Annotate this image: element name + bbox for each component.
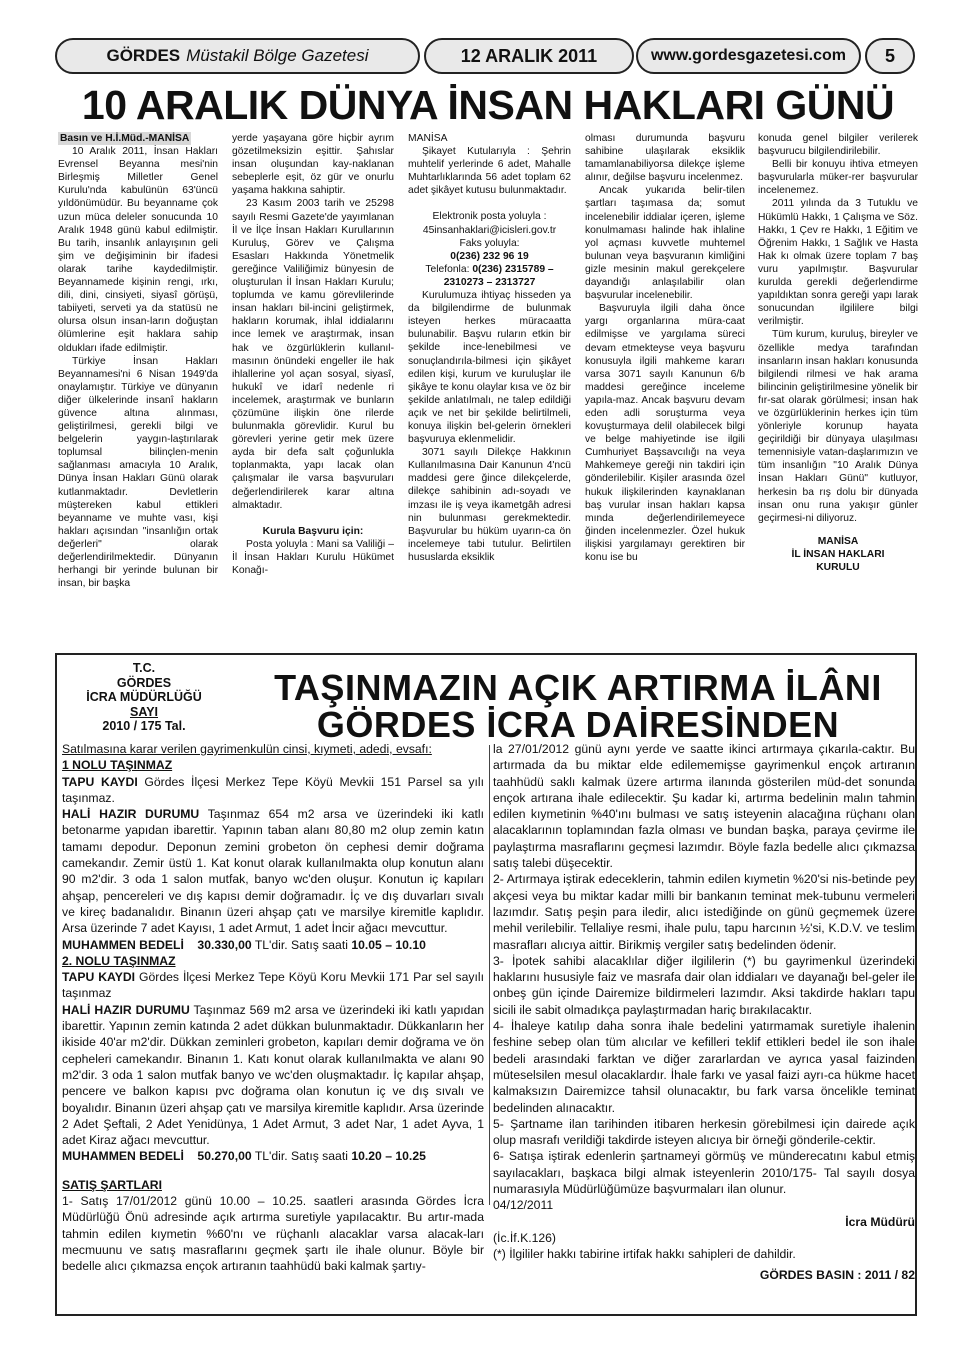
- signature-line: MANİSA: [817, 535, 859, 547]
- property-1-heading: 1 NOLU TAŞINMAZ: [62, 758, 173, 773]
- legal-reference: (İc.İf.K.126): [493, 1230, 556, 1245]
- sale-term-1: 1- Satış 17/01/2012 günü 10.00 – 10.25. saatleri arasında Gördes İcra Müdürlüğü Önü adresinde açık artırma suretiyle yapılacaktır. Bu artır-mada tahmin edilen kıymetin %60'nı ve rüçhanlı alacaklar varsa alacak-ları mecmuunu ve satış masraflarını geçmek şartı ile ihale olunur. Böyle bir bedelle alıcı çıkmazsa ençok artıranın taahhüdü baki kalmak şartıy-: [62, 1194, 484, 1274]
- article-column-5: [758, 132, 918, 654]
- property-2-value: 50.270,00: [197, 1149, 252, 1164]
- article-column-1: [58, 132, 218, 654]
- signature-line: İL İNSAN HAKLARI: [791, 548, 885, 560]
- article-paragraph: 10 Aralık 2011, İnsan Hakları Evrensel Beyanna mesi'nin Birleşmiş Milletler Genel Kurulu'nda kabulünün 63'üncü yıldönümüdür. Bu beyanname çok uzun müca deleler sonucunda 10 Aralık 1948 günü kabul edilmiştir. Bu tarih, insanlık anlayışının geli şim ve değişiminin bir ifadesi olarak tarihe kaydedilmiştir. Beyannamede kişinin rengi, ırkı, dili, dini, cinsiyeti, siyasî görüşü, tabiiyeti, serveti ya da statüsü ne olursa olsun insan-ların doğuştan ölümlerine eşit haklara sahip oldukları ifade edilmiştir.: [58, 146, 218, 354]
- article-byline: Basın ve H.İ.Müd.-MANİSA: [60, 133, 190, 144]
- label: HALİ HAZIR DURUMU: [62, 1002, 190, 1017]
- label: HALİ HAZIR DURUMU: [62, 807, 200, 822]
- property-1-sale-time: 10.05 – 10.10: [351, 937, 426, 952]
- sale-term-6: 6- Satışa iştirak edenlerin şartnameyi görmüş ve münderecatını kabul etmiş sayılacakları, başkaca bilgi almak isteyenlerin 2010/175- Tal sayılı dosya numarasıyla Müdürlüğümüze başvurmaları ilan olunur.: [493, 1149, 915, 1197]
- property-1-title-deed: Gördes İlçesi Merkez Tepe Köyü Mevkii 151 Parsel sa yılı taşınmaz.: [62, 774, 484, 805]
- article-paragraph: Kurulumuza ihtiyaç hisseden ya da bilgilendirme de bulunmak isteyen herkes müracaatta bulunabilir. Başvu ruların etkin bir şekilde ince-lenebilmesi ve sonuçlandırıla-bilmesi için şikâyet edilen kişi, kurum ve kuruluşlar ile şikâye te konu olaylar kısa ve öz bir şekilde anlatılmalı, ne talep edildiği açık ve net bir şekilde belirtilmeli, konuya ilişkin bel-gelerin örnekleri başvuruya eklenmelidir.: [408, 290, 571, 446]
- contact-tel-label: Telefonla:: [425, 263, 470, 275]
- article-paragraph: Şikayet Kutularıyla : Şehrin muhtelif yerlerinde 6 adet, Mahalle Muhtarlıklarında 56 adet toplam 62 adet şikâyet kutusu bulunmaktadır.: [408, 146, 571, 197]
- masthead-date: 12 ARALIK 2011: [424, 38, 634, 74]
- article-paragraph: Belli bir konuyu ihtiva etmeyen başvurularla müker-rer başvurular incelenemez.: [758, 159, 918, 197]
- article-subhead: Kurula Başvuru için:: [262, 525, 364, 537]
- article-paragraph: Ancak yukarıda belir-tilen şartları taşımasa da; somut incelenebilir iddialar içeren, işleme konulmaması halinde hak ihlaline yol açması kuvvetle muhtemel bulunan veya başvuranın kimliğini gizle mesinin makul gerekçelere dayandığı anlaşılabilir olan başvurular incelenebilir.: [585, 185, 745, 302]
- signature-line: KURULU: [816, 562, 860, 573]
- auction-title-line-1: TAŞINMAZIN AÇIK ARTIRMA İLÂNI: [274, 667, 882, 708]
- contact-tel: 0(236) 2315789 –: [472, 263, 554, 275]
- label: TAPU KAYDI: [62, 970, 136, 985]
- article-paragraph: konuda genel bilgiler verilerek başvurucu bilgilendirilebilir.: [758, 133, 918, 158]
- auction-ad-title: [238, 669, 918, 743]
- article-paragraph: olması durumunda başvuru sahibine ulaşılarak eksiklik tamamlanabiliyorsa dilekçe işleme alınır, değilse başvuru incelenmez.: [585, 133, 745, 184]
- icra-gordes: GÖRDES: [116, 675, 172, 690]
- icra-mudurluk: İCRA MÜDÜRLÜĞÜ: [86, 690, 202, 705]
- label: MUHAMMEN BEDELİ: [62, 1149, 184, 1164]
- auction-intro: Satılmasına karar verilen gayrimenkulün cinsi, kıymeti, adedi, evsafı:: [62, 742, 432, 756]
- icra-tc: T.C.: [132, 661, 156, 675]
- contact-email-label: Elektronik posta yoluyla :: [432, 211, 547, 223]
- article-column-4: [585, 132, 745, 654]
- sale-term-4: 4- İhaleye katılıp daha sonra ihale bedelini yatırmamak suretiyle ihalenin feshine sebep olan tüm alıcılar ve kefilleri teklif ettikleri bedel ile son ihale bedeli arasındaki farktan ve diğer zararlardan ve ayrıca yasal faizinden müteselsilen mesul olacaklardır. İhale farkı ve yasal faizi ayrı-ca hükme hacet kalmaksızın Dairemizce tahsil olunacaktır, bu fark varsa öncelikle teminat bedelinden alınacaktır.: [493, 1019, 915, 1115]
- article-column-3: [408, 132, 571, 654]
- article-paragraph: MANİSA: [408, 133, 448, 144]
- value-suffix: TL'dir. Satış saati: [254, 937, 348, 952]
- property-1-condition: Taşınmaz 654 m2 arsa ve üzerindeki iki katlı betonarme yapıdan ibarettir. Yapının taban alanı 80,80 m2 olup zemin katın tamamı depodur. Deponun zemini grobeton ön cephesi demir doğrama camekandır. Zemir üstü 1. Kat konut olarak kullanılmakta olup konutun alanı 90 m2'dir. 3 oda 1 salon mutfak, banyo wc'den oluşur. Konutun iç kapıları ahşap, pencereleri ve dış kapısı demir doğramadır. İç ve dış duvarları sıvalı ve kireç badanalıdır. Binanın üzeri ahşap çatı ve marsilye kiremitle kaplıdır. Arsa üzerinde 7 adet Kayısı, 1 adet Armut, 1 adet İncir ağacı mevcuttur.: [62, 807, 484, 936]
- icra-sayi: SAYI: [129, 704, 159, 719]
- article-paragraph: 23 Kasım 2003 tarih ve 25298 sayılı Resmi Gazete'de yayımlanan İl ve İlçe İnsan Hakları Kurullarının Kuruluş, Görev ve Çalışma Esasları Hakkında Yönetmelik gereğince Valiliğimiz bünyesin de oluşturulan İl İnsan Hakları Kurulu; toplumda ve kamu görevlilerinde insan hakları bil-incini geliştirmek, hakların korumak, ihlal iddialarını ince lemek ve araştırmak, insan hak ve özgürlüklerin kullanıl-masının önündeki engeller ile hak ihlallerine yol açan sosyal, siyasî, hukukî ve idarî nedenle ri incelemek, araştırmak ve bunların çözümüne ilişkin öne rilerde bulunmakla görevlidir. Kurul bu görevleri yerine getir mek üzere ayda bir defa salt çoğunlukla toplanmakta, yapı lacak olan çalışmalar ile varsa başvuruları değerlendirilerek karar altına almaktadır.: [232, 198, 394, 511]
- value-suffix: TL'dir. Satış saati: [254, 1149, 348, 1164]
- article-column-2: [232, 132, 394, 654]
- masthead-paper-name: GÖRDES Müstakil Bölge Gazetesi: [55, 38, 420, 74]
- masthead-website[interactable]: www.gordesgazetesi.com: [636, 38, 861, 74]
- article-paragraph: 2011 yılında da 3 Tutuklu ve Hükümlü Hakkı, 1 Çalışma ve Söz. Hakkı, 1 Çev re Hakkı, 1 Eğitim ve Öğrenim Hakkı, 1 Sağlık ve Hasta Hak kı olmak üzere toplam 7 baş vuru yapılmıştır. Başvurular kurulda gerekli değerlendirme yapıldıktan sonra gereği yapı larak sonucundan ilgililere bilgi verilmiştir.: [758, 198, 918, 328]
- contact-tel-2: 2310273 – 2313727: [443, 276, 536, 288]
- signatory: İcra Müdürü: [845, 1214, 915, 1229]
- sale-term-2: 2- Artırmaya iştirak edeceklerin, tahmin edilen kıymetin %20'si nis-betinde pey akçesi veya bu miktar kadar milli bir bankanın teminat mek-tubunu vermeleri lazımdır. Satış peşin para iledir, alıcı istediğinde on günü geçmemek üzere mehil verilebilir. Tellaliye resmi, ihale pulu, tapu harcının ½'si, K.D.V. ve teslim masrafları alıcıya aittir. Birikmiş vergiler satış bedelinden ödenir.: [493, 872, 915, 952]
- article-paragraph: yerde yaşayana göre hiçbir ayrım gözetilmeksizin eşittir. Şahıslar insan oluşundan kay-naklanan sebeplerle eşit, öz gür ve onurlu yaşama hakkına sahiptir.: [232, 133, 394, 197]
- icra-file-number: 2010 / 175 Tal.: [102, 719, 186, 734]
- property-1-value: 30.330,00: [197, 937, 252, 952]
- article-paragraph: Posta yoluyla : Mani sa Valiliği – İl İnsan Hakları Kurulu Hükümet Konağı-: [232, 538, 394, 576]
- sale-term-5: 5- Şartname ilan tarihinden itibaren herkesin görebilmesi için dairede açık olup masrafı verildiği takdirde isteyen alıcıya bir örneği gönderile-cektir.: [493, 1116, 915, 1148]
- article-paragraph: Türkiye İnsan Hakları Beyannamesi'ni 6 Nisan 1949'da onaylamıştır. Türkiye ve dünyanın diğer ülkelerinde insanî hakların güvence altına alınması, geliştirilmesi, gerekli bilgi ve belgelerin yaygın-laştırılarak toplumsal bilinçlen-menin sağlanması amacıyla 10 Aralık, Dünya İnsan Hakları Günü olarak kutlanmaktadır. Devletlerin müştereken kabul ettikleri beyanname ve muhte vası, kişi hakları açısından "insanlığın ortak değerleri" olarak değerlendirilmektedir. Dünyanın herhangi bir yerinde bulunan bir insan, bir başka: [58, 355, 218, 590]
- footnote: (*) İlgililer hakkı tabirine irtifak hakkı sahipleri de dahildir.: [493, 1247, 796, 1262]
- column-divider: [489, 745, 490, 1205]
- property-2-title-deed: Gördes İlçesi Merkez Tepe Köyü Koru Mevkii 171 Par sel sayılı taşınmaz: [62, 970, 485, 1001]
- press-number: GÖRDES BASIN : 2011 / 82: [759, 1267, 915, 1282]
- ad-date: 04/12/2011: [493, 1198, 554, 1213]
- property-2-condition: Taşınmaz 569 m2 arsa ve üzerindeki iki katlı yapıdan ibarettir. Yapının zemin katında 2 adet dükkan bulunmaktadır. Dükkanların her ikiside 40'ar m2'dir. Dükkan zeminleri grobeton, kapıları demir doğrama ve ön cepheleri camekandır. Binanın 1. Katı konut olarak kullanılmakta ve alanı 90 m2'dir. 3 oda 1 salon mutfak banyo ve wc'den oluşmaktadır. İç kapılar ahşap, pencere ve balkon kapısı pvc doğrama olan konutun iç ve dış sıvalı ve boyalıdır. Binanın üzeri ahşap çatı ve marsilya kiremitle kaplıdır. Arsa üzerinde 2 Adet Şeftali, 2 Adet Yenidünya, 1 Adet Armut, 3 adet Nar, 1 adet Ayva, 1 adet Kiraz ağacı mevcuttur.: [62, 1002, 484, 1148]
- sale-terms-heading: SATIŞ ŞARTLARI: [62, 1177, 162, 1192]
- sale-term-3: 3- İpotek sahibi alacaklılar diğer ilgililerin (*) bu gayrimenkul üzerindeki haklarını hususiyle faiz ve masrafa dair olan iddiaları ve dayanağı bel-geler ile onbeş gün içinde Dairemize bildirmeleri lazımdır. Aksi takdirde hakları tapu sicili ile sabit olmadıkça paylaştırmadan hariç bırakılacaktır.: [493, 953, 915, 1017]
- label: MUHAMMEN BEDELİ: [62, 937, 184, 952]
- contact-fax: 0(236) 232 96 19: [450, 250, 529, 262]
- page-headline: 10 ARALIK DÜNYA İNSAN HAKLARI GÜNÜ: [81, 82, 895, 128]
- icra-office-box: [58, 661, 230, 741]
- contact-email[interactable]: 45insanhaklari@icisleri.gov.tr: [422, 224, 557, 236]
- article-paragraph: Tüm kurum, kuruluş, bireyler ve özellikle medya tarafından insanların insan hakları konusunda bilgilendi rilmesi ve hak arama bilincinin geliştirilmesine yönelik bir fır-sat olarak görülmesi; insan hak ve özgürlüklerinin herkes için tüm yönleriyle korunup hayata geçirildiği bir dünyaya ulaşılması temennisiyle vatan-daşlarımızın ve tüm insanlığın "10 Aralık Dünya İnsan Hakları Günü" kutluyor, herkesin ba rış dolu bir dünyada insan onu runa yakışır günler geçirmesi-ni diliyoruz.: [758, 329, 918, 524]
- property-2-sale-time: 10.20 – 10.25: [351, 1149, 426, 1164]
- page-number: 5: [865, 38, 915, 74]
- article-paragraph: Başvuruyla ilgili daha önce yargı organlarına müra-caat edilmişse ve yargılama süreci devam etmekteyse veya başvuru konusuyla ilgili mahkeme kararı varsa 3071 sayılı Kanunun 6/b maddesi gereğince inceleme yapıla-maz. Ancak başvuru devam eden adli soruşturma veya kovuşturmaya delil olabilecek bilgi ve belge mahiyetinde ise ilgili Cumhuriyet Başsavcılığı na veya Mahkemeye gereği nin takdiri için gönderilebilir. Kişiler arasında özel hukuk ilişkilerinden kaynaklanan baş vurular insan hakları kapsa mında değerlendirilemeyece ğinden incelenmezler. Özel hukuk ilişkisi yargılamayı gerektiren bir konu ise bu: [585, 303, 745, 563]
- article-paragraph: 3071 sayılı Dilekçe Hakkının Kullanılmasına Dair Kanunun 4'ncü maddesi gere ğince dilekçelerde, dilekçe sahibinin adı-soyadı ve imzası ile iş veya ikametgâh adresi nin bulunması gerekmektedir. Başvurular bu hüküm uyarın-ca ön incelemeye tabi tutulur. Belirtilen hususlarda eksiklik: [408, 447, 571, 563]
- property-2-heading: 2. NOLU TAŞINMAZ: [62, 953, 176, 968]
- sale-term-1-cont: la 27/01/2012 günü aynı yerde ve saatte ikinci artırmaya çıkarıla-caktır. Bu artırmada da bu miktar elde edilememişse gayrimenkul ençok artıranın taahhüdü saklı kalmak üzere artırma ilanında gösterilen müd-det sonunda ençok artırana ihale edilecektir. Şu kadar ki, artırma bedelinin malın tahmin edilen kıymetinin %40'ını bulması ve satış isteyenin alacağına rüçhanı olan alacaklarının toplamından fazla olması ve bundan başka, paraya çevirme ile paylaştırma masraflarını geçmesi lazımdır. Böyle fazla bedelle alıcı çıkmazsa satış talebi düşecektir.: [493, 742, 915, 871]
- label: TAPU KAYDI: [62, 774, 138, 789]
- auction-left-column: [62, 741, 484, 1275]
- contact-fax-label: Faks yoluyla:: [459, 237, 520, 249]
- auction-title-line-2: GÖRDES İCRA DAİRESİNDEN: [316, 704, 840, 745]
- auction-right-column: [493, 741, 915, 1283]
